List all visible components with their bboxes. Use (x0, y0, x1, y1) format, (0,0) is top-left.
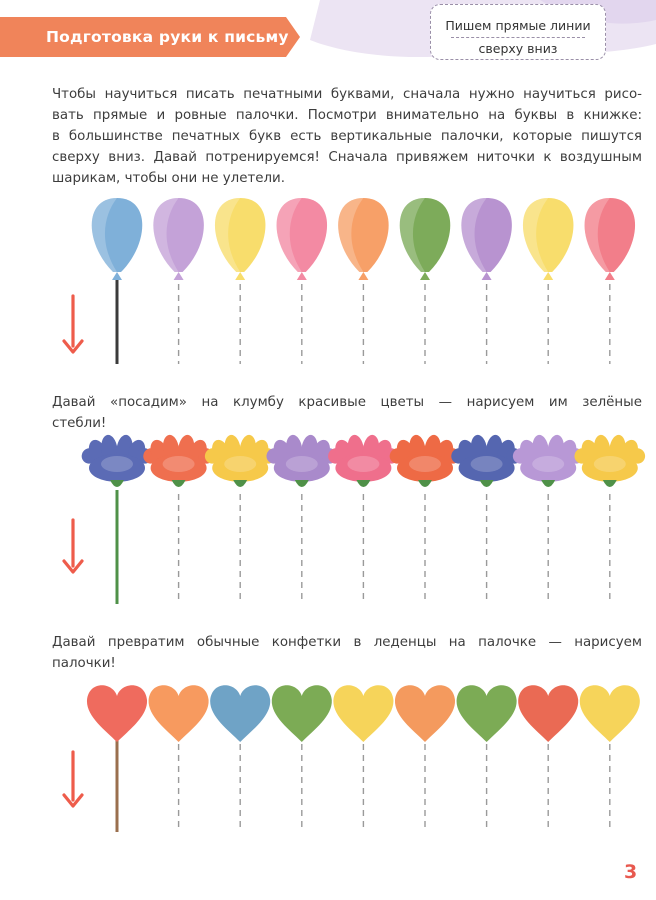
balloon (92, 198, 143, 364)
balloon (400, 198, 451, 280)
balloon-knot (174, 272, 184, 280)
down-arrow-icon (64, 520, 82, 572)
flower-sepal (356, 480, 370, 487)
task-label-line-2: сверху вниз (478, 41, 558, 56)
heart-candy-body (580, 685, 640, 742)
balloon-knot (543, 272, 553, 280)
flower (202, 434, 278, 487)
flower-sepal (295, 480, 309, 487)
flower (325, 434, 401, 487)
heart-candy-body (518, 685, 578, 742)
text-line: вать прямые и ровные палочки. Посмотри внимательно на буквы в книжке: (52, 108, 642, 123)
flower (449, 434, 525, 487)
text-line: Давай превратим обычные конфетки в леденцы на палочке — нарисуем (52, 635, 642, 650)
text-line: Давай «посадим» на клумбу красивые цветы — нарисуем им зелёные (52, 395, 642, 410)
heart-candy (457, 685, 517, 742)
flower-sepal (480, 480, 494, 487)
heart-candy (210, 685, 270, 742)
balloon (523, 198, 574, 280)
flower (264, 434, 340, 487)
text-line: палочки! (52, 656, 116, 671)
heart-candy (580, 685, 640, 742)
heart-candy-body (149, 685, 209, 742)
balloon (338, 198, 389, 280)
down-arrow-icon (64, 752, 82, 806)
heart-candy (149, 685, 209, 742)
heart-candy-body (395, 685, 455, 742)
flower (572, 434, 648, 487)
text-line: стебли! (52, 416, 107, 431)
heart-candy-body (272, 685, 332, 742)
balloon-knot (235, 272, 245, 280)
heart-candy-body (333, 685, 393, 742)
flower-sepal (110, 480, 124, 487)
page-number: 3 (624, 861, 638, 883)
balloon-knot (482, 272, 492, 280)
balloon (215, 198, 266, 280)
flower (79, 434, 155, 604)
heart-candy (272, 685, 332, 742)
text-line: сверху вниз. Давай потренируемся! Сначала привяжем ниточки к воздушным (52, 150, 642, 165)
balloon (153, 198, 204, 280)
balloon (277, 198, 328, 280)
section-title: Подготовка руки к письму (46, 28, 289, 46)
flower-sepal (603, 480, 617, 487)
flower-sepal (541, 480, 555, 487)
heart-candy (395, 685, 455, 742)
balloon (585, 198, 636, 280)
balloon-knot (112, 272, 122, 280)
balloon-knot (297, 272, 307, 280)
flower-sepal (233, 480, 247, 487)
heart-candy-body (210, 685, 270, 742)
heart-candy (333, 685, 393, 742)
flower (510, 434, 586, 487)
flower (387, 434, 463, 487)
balloon-knot (420, 272, 430, 280)
balloon (461, 198, 512, 280)
balloon-knot (605, 272, 615, 280)
task-label-line-1: Пишем прямые линии (445, 18, 591, 33)
flower (141, 434, 217, 487)
balloon-knot (358, 272, 368, 280)
flower-sepal (172, 480, 186, 487)
heart-candy-body (87, 685, 147, 742)
heart-candy (518, 685, 578, 742)
heart-candy (87, 685, 147, 832)
down-arrow-icon (64, 296, 82, 352)
heart-candy-body (457, 685, 517, 742)
text-line: шарикам, чтобы они не улетели. (52, 171, 285, 186)
text-line: Чтобы научиться писать печатными буквами, сначала нужно научиться рисо- (52, 87, 642, 102)
flower-sepal (418, 480, 432, 487)
text-line: в большинстве печатных букв есть вертикальные палочки, которые пишутся (52, 129, 642, 144)
